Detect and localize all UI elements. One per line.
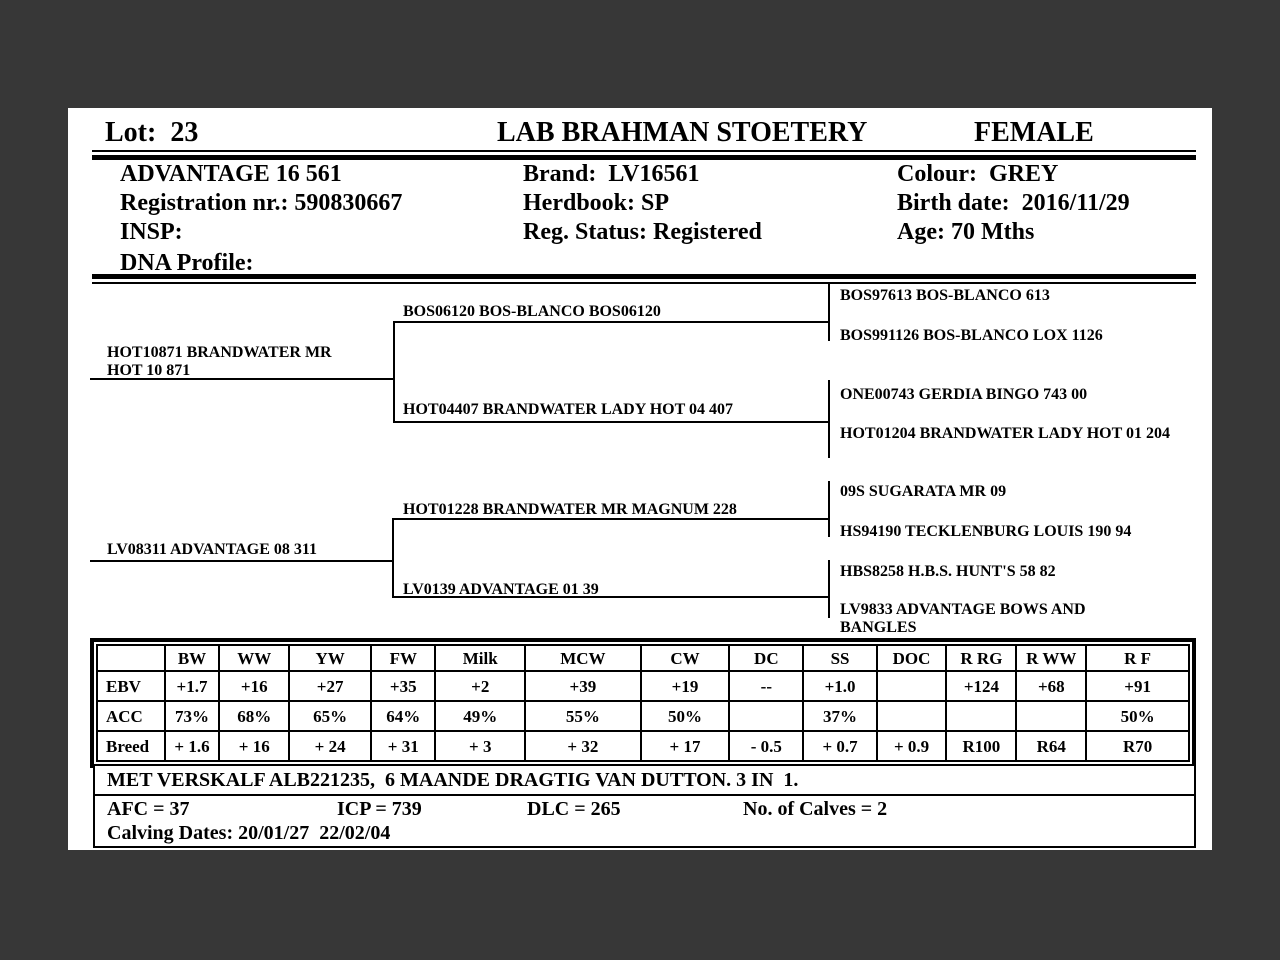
acc-cell: 37% <box>803 701 876 731</box>
header-divider <box>92 150 1196 160</box>
fertility-stats <box>95 796 1194 846</box>
ebv-header-mcw: MCW <box>525 645 641 671</box>
pedigree-ggp-bracket-1 <box>828 284 830 341</box>
pedigree-sire-line <box>90 378 393 380</box>
ebv-cell: +19 <box>641 671 729 701</box>
herdbook: Herdbook: SP <box>523 190 670 216</box>
pedigree-dam-bracket <box>392 518 394 598</box>
ebv-header-rww: R WW <box>1016 645 1086 671</box>
acc-cell <box>877 701 947 731</box>
breed-cell: - 0.5 <box>729 731 803 761</box>
registration-number: Registration nr.: 590830667 <box>120 190 403 216</box>
pedigree-dam-line <box>90 560 392 562</box>
ebv-cell: +91 <box>1086 671 1189 701</box>
pedigree-dam-dam-sire: HBS8258 H.B.S. HUNT'S 58 82 <box>840 563 1056 580</box>
pedigree-sire-bracket <box>393 321 395 423</box>
insp-label: INSP: <box>120 219 183 245</box>
breed-row <box>97 731 1189 761</box>
pedigree-dam: LV08311 ADVANTAGE 08 311 <box>107 541 317 558</box>
breed-cell: R100 <box>946 731 1016 761</box>
ebv-header-ss: SS <box>803 645 876 671</box>
pedigree-sire-dam-dam: HOT01204 BRANDWATER LADY HOT 01 204 <box>840 425 1170 442</box>
pedigree-dam-sire-dam: HS94190 TECKLENBURG LOUIS 190 94 <box>840 523 1132 540</box>
ebv-cell: +16 <box>219 671 289 701</box>
ebv-header-fw: FW <box>371 645 435 671</box>
afc-value: AFC = 37 <box>107 798 190 820</box>
acc-cell <box>729 701 803 731</box>
ebv-header-doc: DOC <box>877 645 947 671</box>
ebv-cell <box>877 671 947 701</box>
breed-cell: + 0.9 <box>877 731 947 761</box>
ebv-header-milk: Milk <box>435 645 525 671</box>
ebv-cell: +2 <box>435 671 525 701</box>
ebv-header-ww: WW <box>219 645 289 671</box>
pedigree-sire-sire-dam: BOS991126 BOS-BLANCO LOX 1126 <box>840 327 1103 344</box>
dlc-value: DLC = 265 <box>527 798 621 820</box>
pedigree-dam-dam: LV0139 ADVANTAGE 01 39 <box>403 581 599 598</box>
pedigree-sire-dam-line <box>393 421 828 423</box>
age: Age: 70 Mths <box>897 219 1035 245</box>
acc-cell: 50% <box>641 701 729 731</box>
acc-cell: 55% <box>525 701 641 731</box>
acc-row-label: ACC <box>97 701 165 731</box>
acc-cell: 49% <box>435 701 525 731</box>
ebv-cell: +68 <box>1016 671 1086 701</box>
ebv-header-yw: YW <box>289 645 371 671</box>
ebv-header-rf: R F <box>1086 645 1189 671</box>
pedigree-dam-dam-line <box>392 596 828 598</box>
breed-cell: + 32 <box>525 731 641 761</box>
pedigree-dam-sire-line <box>392 518 828 520</box>
brand: Brand: LV16561 <box>523 161 700 187</box>
ebv-header-dc: DC <box>729 645 803 671</box>
ebv-cell: +124 <box>946 671 1016 701</box>
ebv-cell: +39 <box>525 671 641 701</box>
acc-cell <box>1016 701 1086 731</box>
acc-cell: 68% <box>219 701 289 731</box>
acc-cell <box>946 701 1016 731</box>
breed-cell: + 24 <box>289 731 371 761</box>
ebv-cell: +35 <box>371 671 435 701</box>
dna-profile-label: DNA Profile: <box>120 250 254 276</box>
pedigree-dam-sire-sire: 09S SUGARATA MR 09 <box>840 483 1007 500</box>
pedigree-sire-sire-sire: BOS97613 BOS-BLANCO 613 <box>840 287 1050 304</box>
ebv-row <box>97 671 1189 701</box>
breed-cell: + 16 <box>219 731 289 761</box>
pregnancy-note: MET VERSKALF ALB221235, 6 MAANDE DRAGTIG VAN DUTTON. 3 IN 1. <box>95 766 1194 796</box>
breed-cell: + 0.7 <box>803 731 876 761</box>
ebv-table <box>96 644 1190 762</box>
info-divider <box>92 274 1196 284</box>
ebv-table-frame <box>90 638 1196 768</box>
sex-label: FEMALE <box>974 117 1094 148</box>
ebv-header-rrg: R RG <box>946 645 1016 671</box>
colour: Colour: GREY <box>897 161 1059 187</box>
icp-value: ICP = 739 <box>337 798 422 820</box>
breed-cell: + 31 <box>371 731 435 761</box>
ebv-header-cw: CW <box>641 645 729 671</box>
ebv-cell: +1.0 <box>803 671 876 701</box>
pedigree-ggp-bracket-3 <box>828 481 830 537</box>
ebv-cell: -- <box>729 671 803 701</box>
pedigree-sire-dam-sire: ONE00743 GERDIA BINGO 743 00 <box>840 386 1088 403</box>
breed-cell: R64 <box>1016 731 1086 761</box>
pedigree-sire-sire-line <box>393 321 828 323</box>
ebv-row-label: EBV <box>97 671 165 701</box>
acc-cell: 50% <box>1086 701 1189 731</box>
breed-cell: R70 <box>1086 731 1189 761</box>
acc-cell: 65% <box>289 701 371 731</box>
pedigree-dam-dam-dam: LV9833 ADVANTAGE BOWS AND BANGLES <box>840 601 1086 636</box>
calving-dates: Calving Dates: 20/01/27 22/02/04 <box>107 822 391 844</box>
breed-cell: + 3 <box>435 731 525 761</box>
acc-row <box>97 701 1189 731</box>
ebv-cell: +27 <box>289 671 371 701</box>
reg-status: Reg. Status: Registered <box>523 219 762 245</box>
pedigree-ggp-bracket-2 <box>828 380 830 458</box>
ebv-header-blank <box>97 645 165 671</box>
pedigree-sire: HOT10871 BRANDWATER MR HOT 10 871 <box>107 344 332 379</box>
breed-cell: + 1.6 <box>165 731 220 761</box>
birth-date: Birth date: 2016/11/29 <box>897 190 1130 216</box>
lot-number: Lot: 23 <box>105 117 199 148</box>
pedigree-sire-sire: BOS06120 BOS-BLANCO BOS06120 <box>403 303 661 320</box>
ebv-cell: +1.7 <box>165 671 220 701</box>
remarks-box <box>93 764 1196 848</box>
calves-count: No. of Calves = 2 <box>743 798 888 820</box>
pedigree-sire-dam: HOT04407 BRANDWATER LADY HOT 04 407 <box>403 401 733 418</box>
breed-row-label: Breed <box>97 731 165 761</box>
acc-cell: 73% <box>165 701 220 731</box>
ebv-header-bw: BW <box>165 645 220 671</box>
page-title: LAB BRAHMAN STOETERY <box>497 117 868 148</box>
pedigree-dam-sire: HOT01228 BRANDWATER MR MAGNUM 228 <box>403 501 737 518</box>
breed-cell: + 17 <box>641 731 729 761</box>
animal-name: ADVANTAGE 16 561 <box>120 161 342 187</box>
pedigree-ggp-bracket-4 <box>828 560 830 618</box>
catalog-page <box>68 108 1212 850</box>
ebv-header-row <box>97 645 1189 671</box>
acc-cell: 64% <box>371 701 435 731</box>
